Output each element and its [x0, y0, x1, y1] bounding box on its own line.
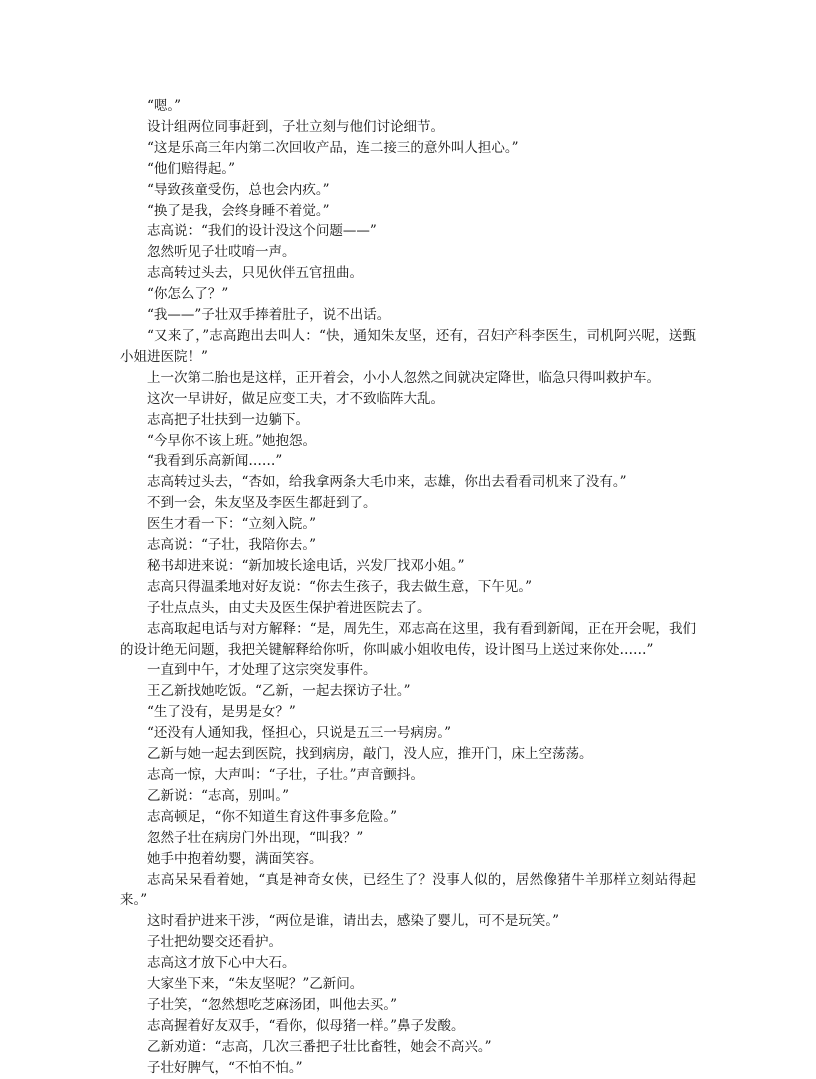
paragraph: 志高说：“我们的设计没这个问题——” [147, 223, 377, 240]
paragraph: 志高一惊，大声叫：“子壮，子壮。”声音颤抖。 [147, 767, 425, 783]
paragraph: “他们赔得起。” [147, 160, 236, 177]
paragraph: 乙新与她一起去到医院，找到病房，敲门，没人应，推开门，床上空荡荡。 [147, 746, 593, 763]
paragraph: “导致孩童受伤，总也会内疚。” [147, 181, 330, 198]
paragraph: 子壮好脾气，“不怕不怕。” [147, 1059, 303, 1076]
paragraph: “我——”子壮双手捧着肚子，说不出话。 [147, 307, 391, 324]
paragraph: “生了没有，是男是女？” [147, 704, 296, 721]
paragraph: 乙新劝道：“志高，几次三番把子壮比畜牲，她会不高兴。” [147, 1038, 492, 1055]
paragraph: 志高把子壮扶到一边躺下。 [147, 411, 309, 428]
paragraph: “今早你不该上班。”她抱怨。 [147, 432, 317, 449]
paragraph: 志高呆呆看着她，“真是神奇女侠，已经生了？没事人似的，居然像猪牛羊那样立刻站得起来。” [120, 871, 696, 909]
paragraph: 志高顿足，“你不知道生育这件事多危险。” [147, 808, 398, 825]
paragraph: 设计组两位同事赶到，子壮立刻与他们讨论细节。 [147, 118, 444, 135]
paragraph: “又来了，”志高跑出去叫人：“快，通知朱友坚，还有，召妇产科李医生，司机阿兴呢，送甄小姐进医院！” [120, 327, 696, 365]
paragraph: 子壮点点头，由丈夫及医生保护着进医院去了。 [147, 599, 431, 616]
paragraph: 王乙新找她吃饭。“乙新，一起去探访子壮。” [147, 683, 411, 700]
paragraph: 医生才看一下：“立刻入院。” [147, 516, 317, 533]
paragraph: 子壮笑，“忽然想吃芝麻汤团，叫他去买。” [147, 996, 398, 1013]
paragraph: “你怎么了？” [147, 286, 229, 303]
paragraph: 这时看护进来干涉，“两位是谁，请出去，感染了婴儿，可不是玩笑。” [147, 913, 560, 930]
paragraph: 志高只得温柔地对好友说：“你去生孩子，我去做生意，下午见。” [147, 578, 533, 595]
paragraph: 志高取起电话与对方解释：“是，周先生，邓志高在这里，我有看到新闻，正在开会呢，我们的设计绝无问题，我把关键解释给你听，你叫戚小姐收电传，设计图马上送过来你处……” [120, 620, 696, 658]
paragraph: 秘书却进来说：“新加坡长途电话，兴发厂找邓小姐。” [147, 557, 465, 574]
paragraph: 志高说：“子壮，我陪你去。” [147, 537, 317, 554]
paragraph: “换了是我，会终身睡不着觉。” [147, 202, 330, 219]
paragraph: 忽然子壮在病房门外出现，“叫我？” [147, 829, 364, 846]
paragraph: 上一次第二胎也是这样，正开着会，小小人忽然之间就决定降世，临急只得叫救护车。 [147, 369, 660, 386]
paragraph: “还没有人通知我，怪担心，只说是五三一号病房。” [147, 725, 452, 742]
paragraph: “这是乐高三年内第二次回收产品，连二接三的意外叫人担心。” [147, 139, 519, 156]
paragraph: 一直到中午，才处理了这宗突发事件。 [147, 662, 377, 679]
paragraph: 不到一会，朱友坚及李医生都赶到了。 [147, 495, 377, 512]
paragraph: 大家坐下来，“朱友坚呢？”乙新问。 [147, 976, 364, 993]
paragraph: 志高转过头去，只见伙伴五官扭曲。 [147, 265, 363, 282]
paragraph: 志高握着好友双手，“看你，似母猪一样。”鼻子发酸。 [147, 1017, 465, 1034]
paragraph: 这次一早讲好，做足应变工夫，才不致临阵大乱。 [147, 390, 444, 407]
paragraph: 志高转过头去，“杏如，给我拿两条大毛巾来，志雄，你出去看看司机来了没有。” [147, 474, 627, 491]
paragraph: 她手中抱着幼婴，满面笑容。 [147, 850, 323, 867]
paragraph: “嗯。” [147, 98, 182, 114]
paragraph: 子壮把幼婴交还看护。 [147, 934, 282, 951]
paragraph: “我看到乐高新闻……” [147, 453, 283, 470]
document-body [120, 96, 696, 1079]
paragraph: 忽然听见子壮哎唷一声。 [147, 244, 296, 261]
paragraph: 志高这才放下心中大石。 [147, 955, 296, 972]
paragraph: 乙新说：“志高，别叫。” [147, 787, 290, 804]
